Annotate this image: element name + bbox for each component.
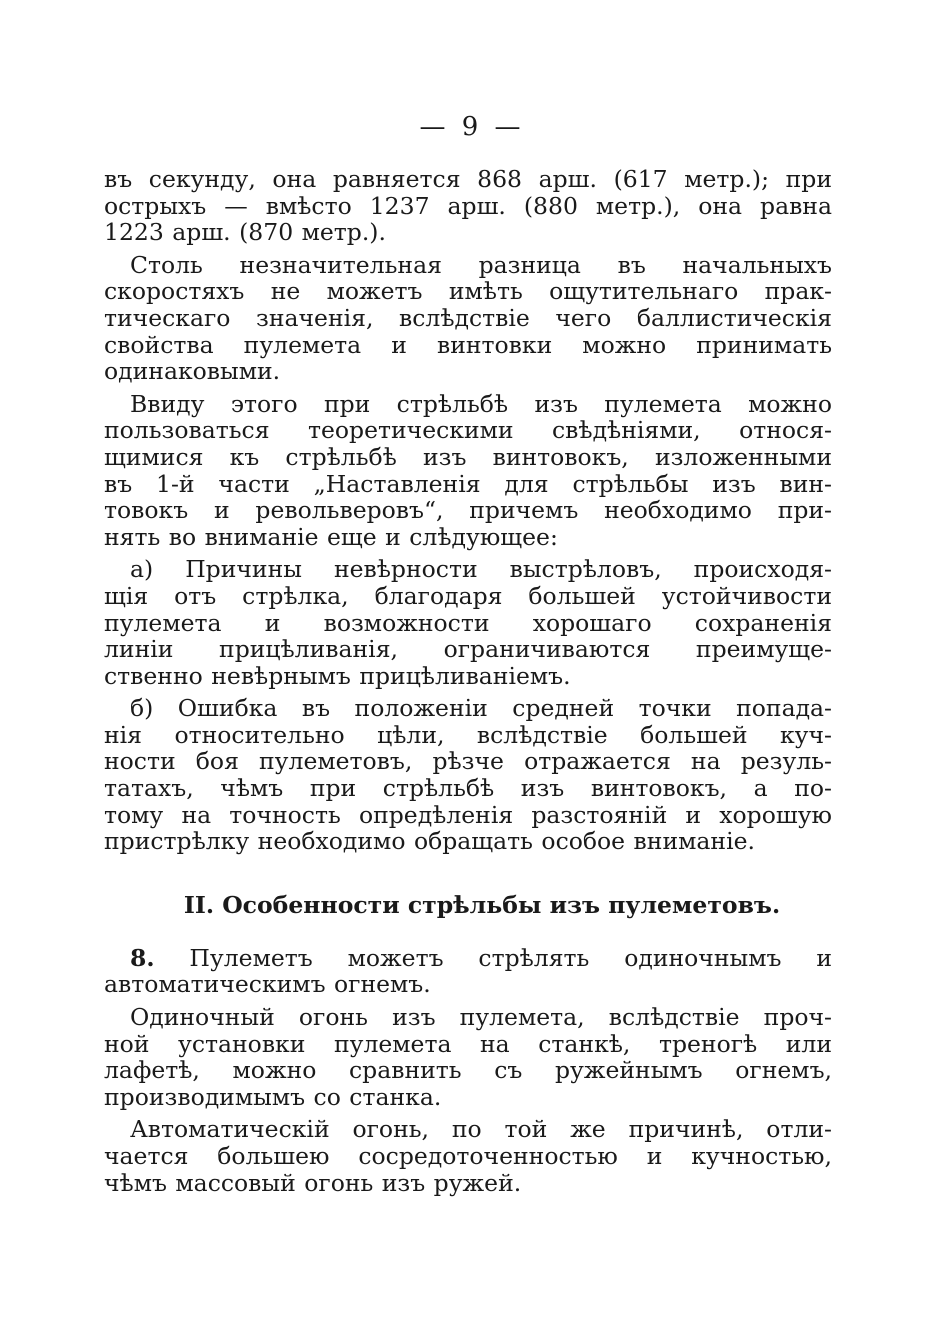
paragraph	[104, 391, 832, 551]
document-page	[104, 112, 832, 1202]
paragraphs-top	[104, 166, 832, 855]
text-line: товокъ и револьверовъ“, причемъ необходимо при-	[104, 496, 832, 525]
text-line: а) Причины невѣрности выстрѣловъ, происходя-	[130, 555, 832, 584]
text-line: Столь незначительная разница въ начальныхъ	[130, 250, 832, 279]
text-line: щимися къ стрѣльбѣ изъ винтовокъ, изложенными	[104, 442, 832, 471]
text-line	[104, 945, 832, 972]
paragraph	[104, 556, 832, 689]
paragraph	[104, 1004, 832, 1110]
text-line: Ввиду этого при стрѣльбѣ изъ пулемета можно	[130, 389, 832, 418]
paragraph	[104, 252, 832, 385]
text-line: 1223 арш. (870 метр.).	[104, 218, 386, 247]
paragraph	[104, 1116, 832, 1196]
text-line: скоростяхъ не можетъ имѣть ощутительнаго прак-	[104, 277, 832, 306]
text-line: щія отъ стрѣлка, благодаря большей устойчивости	[104, 581, 832, 610]
text-line: пулемета и возможности хорошаго сохраненія	[104, 608, 832, 637]
text-line: татахъ, чѣмъ при стрѣльбѣ изъ винтовокъ, а по-	[104, 774, 832, 803]
paragraph	[104, 166, 832, 246]
text-line: ности боя пулеметовъ, рѣзче отражается на резуль-	[104, 747, 832, 776]
text-line: ственно невѣрнымъ прицѣливаніемъ.	[104, 661, 571, 690]
text-line: свойства пулемета и винтовки можно принимать	[104, 330, 832, 359]
text-line: нять во вниманіе еще и слѣдующее:	[104, 522, 558, 551]
text-line: одинаковыми.	[104, 357, 281, 386]
text-line: лафетѣ, можно сравнить съ ружейнымъ огнемъ,	[104, 1056, 832, 1085]
section-heading: II. Особенности стрѣльбы изъ пулеметовъ.	[183, 890, 781, 919]
text-line: б) Ошибка въ положеніи средней точки попада-	[130, 694, 832, 723]
text-line: нія относительно цѣли, вслѣдствіе большей куч-	[104, 720, 832, 749]
item-number: 8.	[130, 943, 155, 972]
paragraph	[104, 695, 832, 855]
text-line: пристрѣлку необходимо обращать особое вниманіе.	[104, 827, 755, 856]
paragraphs-bottom	[104, 945, 832, 1196]
text-line: линіи прицѣливанія, ограничиваются преимуще-	[104, 635, 832, 664]
text-line: тическаго значенія, вслѣдствіе чего баллистическія	[104, 303, 832, 332]
text-line: чѣмъ массовый огонь изъ ружей.	[104, 1168, 522, 1197]
text-line: Одиночный огонь изъ пулемета, вслѣдствіе проч-	[130, 1003, 832, 1032]
text-line: тому на точность опредѣленія разстояній и хорошую	[104, 800, 832, 829]
text-line: чается большею сосредоточенностью и кучностью,	[104, 1142, 832, 1170]
text-line: въ 1-й части „Наставленія для стрѣльбы изъ вин-	[104, 469, 832, 498]
text-line: автоматическимъ огнемъ.	[104, 970, 431, 999]
page-number: — 9 —	[419, 112, 525, 142]
text-line: ной установки пулемета на станкѣ, треногѣ или	[104, 1029, 832, 1058]
text-line: Автоматическій огонь, по той же причинѣ, отли-	[130, 1115, 832, 1144]
text-line-content: Пулеметъ можетъ стрѣлять одиночнымъ и	[154, 943, 832, 972]
numbered-paragraph	[104, 945, 832, 998]
text-line: острыхъ — вмѣсто 1237 арш. (880 метр.), она равна	[104, 191, 832, 220]
text-line: производимымъ со станка.	[104, 1082, 442, 1111]
text-line: пользоваться теоретическими свѣдѣніями, относя-	[104, 416, 832, 445]
text-line: въ секунду, она равняется 868 арш. (617 метр.); при	[104, 165, 832, 193]
